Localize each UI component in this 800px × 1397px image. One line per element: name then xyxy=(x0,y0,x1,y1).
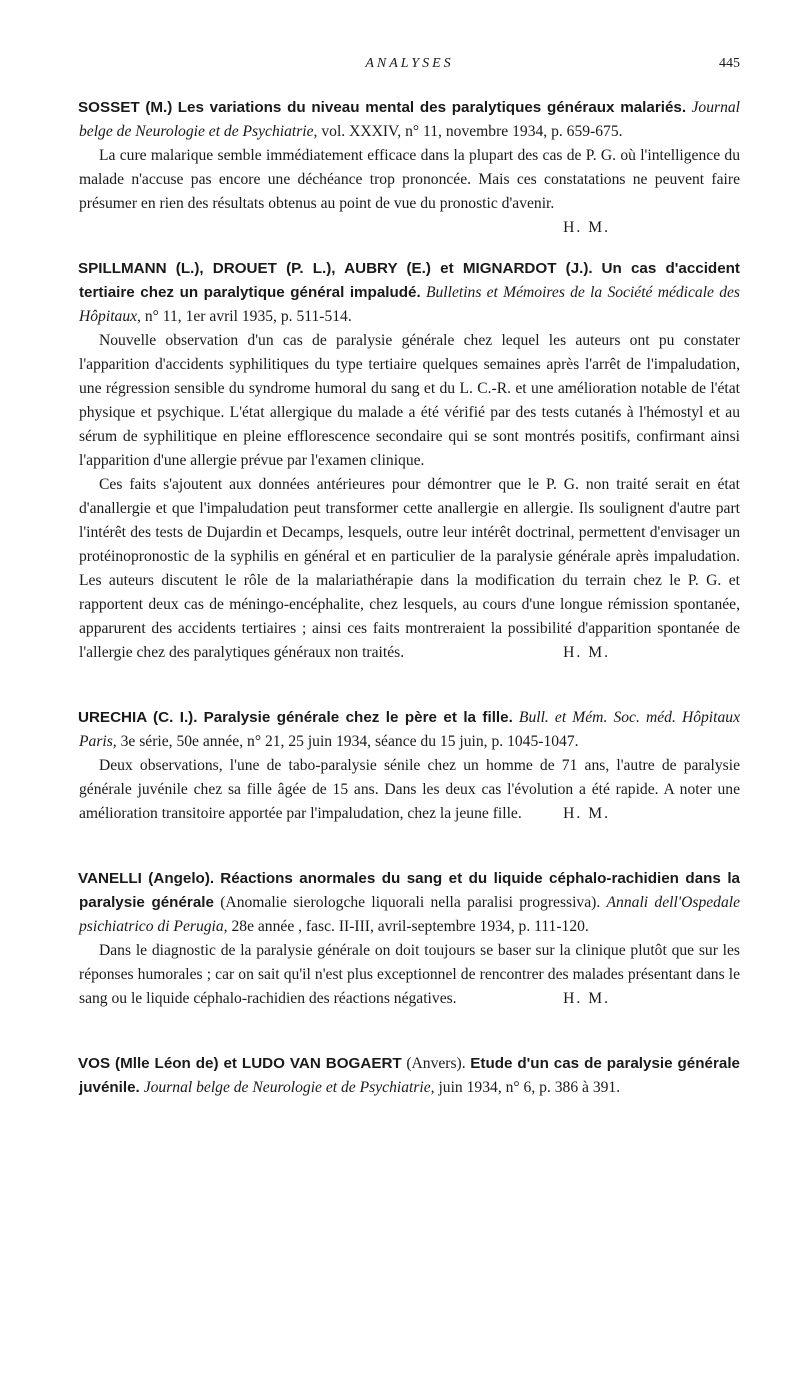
analysis-entry-spillmann xyxy=(79,257,740,665)
entry-signature: H. M. xyxy=(563,644,610,661)
entry-journal: Bull. et Mém. Soc. méd. Hôpitaux Paris, xyxy=(79,709,740,750)
entry-heading xyxy=(79,1052,740,1100)
entry-signature: H. M. xyxy=(563,990,610,1007)
entry-signature: H. M. xyxy=(563,805,610,822)
entry-journal: Bulletins et Mémoires de la Société médicale des Hôpitaux, xyxy=(79,284,740,325)
entry-citation: n° 11, 1er avril 1935, p. 511-514. xyxy=(144,308,352,325)
analysis-entry-vanelli xyxy=(79,867,740,1011)
entry-authors: SPILLMANN (L.), DROUET (P. L.), AUBRY (E.) et MIGNARDOT (J.). xyxy=(78,260,593,277)
entry-journal: Annali dell'Ospedale psichiatrico di Perugia, xyxy=(79,894,741,935)
entry-title: Paralysie générale chez le père et la fille. xyxy=(203,709,513,726)
analysis-entry-vos xyxy=(79,1052,740,1100)
entry-heading xyxy=(79,96,740,144)
entry-citation: juin 1934, n° 6, p. 386 à 391. xyxy=(438,1079,621,1096)
entry-citation: 3e série, 50e année, n° 21, 25 juin 1934, séance du 15 juin, p. 1045-1047. xyxy=(120,733,579,750)
entry-subtitle: (Anvers). xyxy=(406,1055,466,1072)
entry-authors: URECHIA (C. I.). xyxy=(78,709,198,726)
entry-authors: SOSSET (M.) xyxy=(78,99,173,116)
entry-body xyxy=(79,939,740,1011)
entry-paragraph: Deux observations, l'une de tabo-paralysie sénile chez un homme de 71 ans, l'autre de paralysie générale juvénile chez sa fille âgée de 15 ans. Dans les deux cas l'évolution a été rapide. A noter une amélioration transitoire apportée par l'impaludation, chez la jeune fille. H. M. xyxy=(79,754,740,826)
entry-authors: VOS (Mlle Léon de) et LUDO VAN BOGAERT xyxy=(78,1055,402,1072)
entry-signature: H. M. xyxy=(563,219,610,236)
entry-subtitle: (Anomalie sierologche liquorali nella paralisi progressiva). xyxy=(220,894,601,911)
entry-citation: 28e année , fasc. II-III, avril-septembre 1934, p. 111-120. xyxy=(231,918,589,935)
running-title: ANALYSES xyxy=(365,56,454,71)
entry-body xyxy=(79,754,740,826)
analyses-list xyxy=(79,96,740,1141)
analysis-entry-urechia xyxy=(79,706,740,826)
entry-journal: Journal belge de Neurologie et de Psychiatrie, xyxy=(143,1079,435,1096)
entry-body xyxy=(79,329,740,665)
entry-journal: Journal belge de Neurologie et de Psychiatrie, xyxy=(79,99,740,140)
entry-paragraph: Nouvelle observation d'un cas de paralysie générale chez lequel les auteurs ont pu constater l'apparition d'accidents syphilitiques du type tertiaire quelques semaines après l'arrêt de l'impaludation, une régression sensible du syndrome humoral du sang et du L. C.-R. et une amélioration notable de l'état physique et psychique. L'état allergique du malade a été vérifié par des tests cutanés à l'hémostyl et au sérum de syphilitique en pleine efflorescence secondaire qui se sont montrés positifs, confirmant ainsi l'apparition d'une allergie prévue par l'examen clinique. xyxy=(79,332,740,469)
entry-title: Etude d'un cas de paralysie générale juvénile. xyxy=(79,1055,740,1096)
entry-paragraph: Ces faits s'ajoutent aux données antérieures pour démontrer que le P. G. non traité serait en état d'anallergie et que l'impaludation peut transformer cette anallergie en allergie. Ils soulignent d'autre part l'intérêt des tests de Dujardin et Decamps, lesquels, outre leur intérêt doctrinal, permettent d'envisager un protéinopronostic de la syphilis en général et en particulier de la paralysie générale après impaludation. Les auteurs discutent le rôle de la malariathérapie dans la modification du terrain chez le P. G. et rapportent deux cas de méningo-encéphalite, chez lesquels, au cours d'une longue rémission spontanée, apparurent des accidents tertiaires ; ainsi ces faits montreraient la possibilité d'apparition spontanée de l'allergie chez des paralytiques généraux non traités. H. M. xyxy=(79,473,740,665)
entry-title: Les variations du niveau mental des paralytiques généraux malariés. xyxy=(177,99,687,116)
entry-heading xyxy=(79,257,740,329)
entry-title: Un cas d'accident tertiaire chez un paralytique général impaludé. xyxy=(79,260,740,301)
entry-paragraph: Dans le diagnostic de la paralysie générale on doit toujours se baser sur la clinique plutôt que sur les réponses humorales ; car on sait qu'il n'est plus exceptionnel de rencontrer des malades présentant dans le sang ou le liquide céphalo-rachidien des réactions négatives. H. M. xyxy=(79,939,740,1011)
entry-paragraph: La cure malarique semble immédiatement efficace dans la plupart des cas de P. G. où l'intelligence du malade n'accuse pas encore une déchéance trop prononcée. Mais ces constatations ne peuvent faire présumer en rien des résultats obtenus au point de vue du pronostic d'avenir. H. M. xyxy=(79,144,740,216)
page-number: 445 xyxy=(719,56,740,71)
entry-title: Réactions anormales du sang et du liquide céphalo-rachidien dans la paralysie générale xyxy=(79,870,740,911)
entry-citation: vol. XXXIV, n° 11, novembre 1934, p. 659-675. xyxy=(321,123,623,140)
running-head xyxy=(79,56,740,76)
analysis-entry-sosset xyxy=(78,96,740,236)
entry-heading xyxy=(79,706,740,754)
entry-body xyxy=(79,144,740,236)
entry-heading xyxy=(79,867,740,939)
entry-authors: VANELLI (Angelo). xyxy=(78,870,215,887)
